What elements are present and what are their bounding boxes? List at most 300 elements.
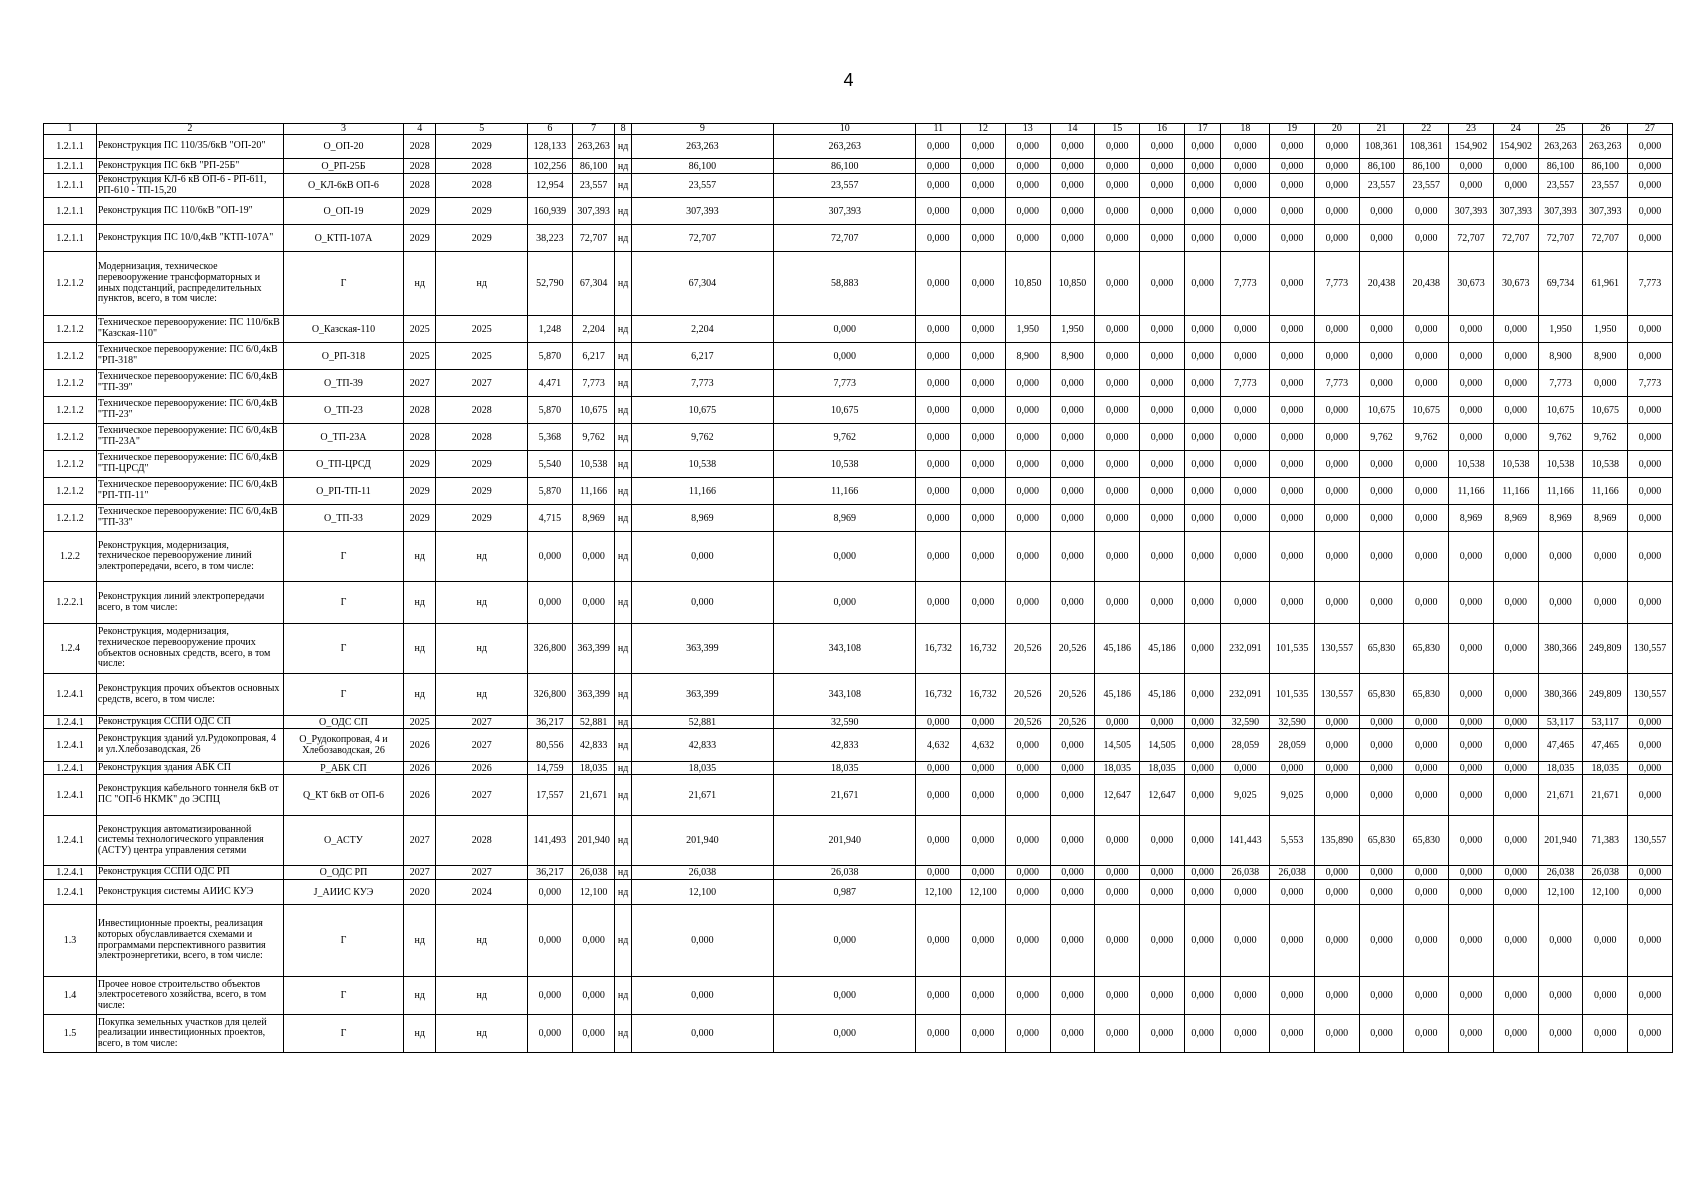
object-code-cell: О_КТП-107А <box>283 225 403 252</box>
value-cell: 0,000 <box>1005 505 1050 532</box>
value-cell: 0,000 <box>1404 225 1449 252</box>
row-code-cell: 1.2.1.2 <box>44 397 97 424</box>
value-cell: 0,000 <box>1050 582 1095 624</box>
value-cell: 0,000 <box>1449 624 1494 674</box>
value-cell: 7,773 <box>1314 252 1359 316</box>
value-cell: 0,000 <box>1095 532 1140 582</box>
value-cell: 0,000 <box>1359 316 1404 343</box>
value-cell: 0,000 <box>1449 729 1494 762</box>
value-cell: 0,000 <box>1095 159 1140 174</box>
value-cell: 1,950 <box>1050 316 1095 343</box>
value-cell: 0,000 <box>774 343 916 370</box>
value-cell: 72,707 <box>1538 225 1583 252</box>
value-cell: 30,673 <box>1449 252 1494 316</box>
project-name-cell: Реконструкция, модернизация, техническое перевооружение линий электропередачи, всего, в том числе: <box>96 532 283 582</box>
value-cell: 0,000 <box>1493 880 1538 905</box>
value-cell: 0,000 <box>1493 370 1538 397</box>
value-cell: 0,000 <box>1538 977 1583 1015</box>
value-cell: 1,950 <box>1538 316 1583 343</box>
value-cell: нд <box>615 370 631 397</box>
value-cell: 0,000 <box>1050 424 1095 451</box>
value-cell: 4,471 <box>528 370 573 397</box>
value-cell: 21,671 <box>631 775 773 816</box>
value-cell: 130,557 <box>1628 816 1673 866</box>
value-cell: 30,673 <box>1493 252 1538 316</box>
value-cell: 52,790 <box>528 252 573 316</box>
value-cell: 69,734 <box>1538 252 1583 316</box>
value-cell: 0,000 <box>961 225 1006 252</box>
value-cell: 2029 <box>436 505 528 532</box>
value-cell: 0,000 <box>1449 370 1494 397</box>
column-number: 15 <box>1095 124 1140 135</box>
value-cell: 2027 <box>436 716 528 729</box>
value-cell: 0,000 <box>916 225 961 252</box>
value-cell: 0,000 <box>916 866 961 880</box>
value-cell: 8,900 <box>1538 343 1583 370</box>
value-cell: 0,000 <box>1184 397 1221 424</box>
project-name-cell: Техническое перевооружение: ПС 6/0,4кВ "ТП-23А" <box>96 424 283 451</box>
value-cell: 0,000 <box>916 135 961 159</box>
value-cell: 0,000 <box>961 1015 1006 1053</box>
value-cell: 0,000 <box>1095 505 1140 532</box>
value-cell: 26,038 <box>1583 866 1628 880</box>
value-cell: 0,000 <box>1050 532 1095 582</box>
value-cell: 0,000 <box>1270 397 1315 424</box>
value-cell: 0,000 <box>1221 159 1270 174</box>
project-name-cell: Реконструкция автоматизированной системы технологического управления (АСТУ) центра управления сетями <box>96 816 283 866</box>
value-cell: 363,399 <box>572 624 615 674</box>
value-cell: 12,100 <box>631 880 773 905</box>
value-cell: 0,000 <box>1404 880 1449 905</box>
value-cell: 2027 <box>403 816 436 866</box>
object-code-cell: О_АСТУ <box>283 816 403 866</box>
value-cell: 65,830 <box>1359 624 1404 674</box>
value-cell: 0,000 <box>1221 451 1270 478</box>
value-cell: 26,038 <box>774 866 916 880</box>
column-number: 20 <box>1314 124 1359 135</box>
value-cell: 101,535 <box>1270 624 1315 674</box>
value-cell: 12,647 <box>1140 775 1185 816</box>
value-cell: 4,715 <box>528 505 573 532</box>
value-cell: 65,830 <box>1359 674 1404 716</box>
value-cell: 0,000 <box>1184 135 1221 159</box>
value-cell: 0,000 <box>1359 729 1404 762</box>
value-cell: 0,000 <box>916 716 961 729</box>
value-cell: нд <box>403 674 436 716</box>
value-cell: 65,830 <box>1359 816 1404 866</box>
value-cell: 5,870 <box>528 343 573 370</box>
value-cell: 343,108 <box>774 624 916 674</box>
object-code-cell: Г <box>283 532 403 582</box>
value-cell: 2028 <box>436 397 528 424</box>
value-cell: 0,000 <box>1628 159 1673 174</box>
value-cell: 10,675 <box>1583 397 1628 424</box>
value-cell: 18,035 <box>1140 762 1185 775</box>
value-cell: 9,762 <box>1359 424 1404 451</box>
value-cell: 0,000 <box>1184 716 1221 729</box>
value-cell: 201,940 <box>774 816 916 866</box>
value-cell: 7,773 <box>1538 370 1583 397</box>
value-cell: 0,000 <box>1184 316 1221 343</box>
value-cell: 20,526 <box>1050 716 1095 729</box>
value-cell: 0,000 <box>1005 397 1050 424</box>
object-code-cell: Г <box>283 252 403 316</box>
value-cell: 0,000 <box>1270 316 1315 343</box>
value-cell: 18,035 <box>572 762 615 775</box>
column-number: 12 <box>961 124 1006 135</box>
value-cell: 2026 <box>403 762 436 775</box>
value-cell: 8,969 <box>1583 505 1628 532</box>
value-cell: 0,000 <box>1005 225 1050 252</box>
value-cell: 160,939 <box>528 198 573 225</box>
value-cell: нд <box>615 977 631 1015</box>
value-cell: 0,000 <box>1449 397 1494 424</box>
value-cell: 0,000 <box>1140 252 1185 316</box>
table-row <box>44 716 1673 729</box>
value-cell: 0,000 <box>1449 775 1494 816</box>
value-cell: 0,000 <box>1184 478 1221 505</box>
value-cell: 0,987 <box>774 880 916 905</box>
value-cell: 343,108 <box>774 674 916 716</box>
value-cell: 0,000 <box>1184 424 1221 451</box>
value-cell: 0,000 <box>1184 343 1221 370</box>
row-code-cell: 1.2.4.1 <box>44 816 97 866</box>
value-cell: 2029 <box>403 451 436 478</box>
object-code-cell: О_ОДС РП <box>283 866 403 880</box>
value-cell: 2029 <box>436 451 528 478</box>
value-cell: 0,000 <box>961 198 1006 225</box>
value-cell: 0,000 <box>1005 159 1050 174</box>
value-cell: 0,000 <box>1050 370 1095 397</box>
value-cell: 14,505 <box>1140 729 1185 762</box>
value-cell: 0,000 <box>1095 225 1140 252</box>
value-cell: 0,000 <box>1628 880 1673 905</box>
table-row <box>44 880 1673 905</box>
value-cell: 14,505 <box>1095 729 1140 762</box>
value-cell: 0,000 <box>1140 905 1185 977</box>
value-cell: 10,675 <box>631 397 773 424</box>
value-cell: 0,000 <box>961 370 1006 397</box>
value-cell: 0,000 <box>1095 424 1140 451</box>
value-cell: 0,000 <box>1359 225 1404 252</box>
table-row <box>44 174 1673 198</box>
value-cell: 5,368 <box>528 424 573 451</box>
value-cell: 45,186 <box>1140 674 1185 716</box>
value-cell: 0,000 <box>1359 370 1404 397</box>
value-cell: 0,000 <box>1628 174 1673 198</box>
value-cell: 363,399 <box>631 624 773 674</box>
object-code-cell: О_Казская-110 <box>283 316 403 343</box>
value-cell: 0,000 <box>961 582 1006 624</box>
value-cell: нд <box>436 1015 528 1053</box>
value-cell: 0,000 <box>1314 582 1359 624</box>
value-cell: 0,000 <box>572 1015 615 1053</box>
value-cell: 16,732 <box>916 624 961 674</box>
value-cell: 0,000 <box>1095 397 1140 424</box>
value-cell: 12,647 <box>1095 775 1140 816</box>
row-code-cell: 1.2.4.1 <box>44 716 97 729</box>
value-cell: 0,000 <box>1184 905 1221 977</box>
value-cell: 11,166 <box>1449 478 1494 505</box>
value-cell: 0,000 <box>1270 762 1315 775</box>
value-cell: 2028 <box>403 174 436 198</box>
value-cell: 2027 <box>403 866 436 880</box>
value-cell: 0,000 <box>1095 816 1140 866</box>
value-cell: 263,263 <box>1583 135 1628 159</box>
value-cell: 9,762 <box>774 424 916 451</box>
value-cell: 0,000 <box>1005 135 1050 159</box>
value-cell: 0,000 <box>631 1015 773 1053</box>
value-cell: 2028 <box>403 135 436 159</box>
value-cell: 0,000 <box>1314 316 1359 343</box>
value-cell: 0,000 <box>1184 532 1221 582</box>
column-number: 4 <box>403 124 436 135</box>
value-cell: 0,000 <box>1583 532 1628 582</box>
value-cell: 0,000 <box>1404 775 1449 816</box>
value-cell: 263,263 <box>572 135 615 159</box>
value-cell: нд <box>615 198 631 225</box>
object-code-cell: О_РП-25Б <box>283 159 403 174</box>
value-cell: 10,850 <box>1005 252 1050 316</box>
value-cell: 45,186 <box>1095 624 1140 674</box>
value-cell: 28,059 <box>1221 729 1270 762</box>
value-cell: 72,707 <box>1583 225 1628 252</box>
object-code-cell: Г <box>283 1015 403 1053</box>
value-cell: нд <box>615 674 631 716</box>
value-cell: 0,000 <box>916 370 961 397</box>
table-row <box>44 977 1673 1015</box>
value-cell: нд <box>615 716 631 729</box>
row-code-cell: 1.2.2 <box>44 532 97 582</box>
value-cell: 0,000 <box>1359 582 1404 624</box>
row-code-cell: 1.2.4.1 <box>44 866 97 880</box>
value-cell: 0,000 <box>1005 775 1050 816</box>
row-code-cell: 1.2.1.2 <box>44 424 97 451</box>
column-number: 6 <box>528 124 573 135</box>
value-cell: 47,465 <box>1583 729 1628 762</box>
value-cell: 0,000 <box>1628 225 1673 252</box>
object-code-cell: О_РП-318 <box>283 343 403 370</box>
value-cell: 2025 <box>436 316 528 343</box>
value-cell: 0,000 <box>1140 977 1185 1015</box>
value-cell: 263,263 <box>1538 135 1583 159</box>
value-cell: 0,000 <box>1404 866 1449 880</box>
value-cell: 28,059 <box>1270 729 1315 762</box>
table-row <box>44 905 1673 977</box>
value-cell: 1,950 <box>1005 316 1050 343</box>
value-cell: 20,526 <box>1050 674 1095 716</box>
object-code-cell: О_Рудокопровая, 4 и Хлебозаводская, 26 <box>283 729 403 762</box>
value-cell: 2026 <box>403 729 436 762</box>
value-cell: 0,000 <box>1095 1015 1140 1053</box>
project-name-cell: Модернизация, техническое перевооружение трансформаторных и иных подстанций, распределительных пунктов, всего, в том числе: <box>96 252 283 316</box>
value-cell: 0,000 <box>961 532 1006 582</box>
row-code-cell: 1.2.1.1 <box>44 159 97 174</box>
value-cell: 72,707 <box>774 225 916 252</box>
value-cell: 23,557 <box>631 174 773 198</box>
value-cell: 0,000 <box>1221 880 1270 905</box>
table-row <box>44 225 1673 252</box>
value-cell: 0,000 <box>1449 159 1494 174</box>
value-cell: 36,217 <box>528 866 573 880</box>
project-name-cell: Техническое перевооружение: ПС 6/0,4кВ "ТП-ЦРСД" <box>96 451 283 478</box>
value-cell: 12,100 <box>961 880 1006 905</box>
project-name-cell: Реконструкция линий электропередачи всего, в том числе: <box>96 582 283 624</box>
value-cell: 0,000 <box>961 424 1006 451</box>
value-cell: 0,000 <box>916 816 961 866</box>
value-cell: 12,100 <box>1538 880 1583 905</box>
value-cell: 0,000 <box>1628 478 1673 505</box>
value-cell: 0,000 <box>1493 729 1538 762</box>
value-cell: 0,000 <box>1221 1015 1270 1053</box>
value-cell: 0,000 <box>1095 316 1140 343</box>
value-cell: 0,000 <box>1050 174 1095 198</box>
value-cell: 47,465 <box>1538 729 1583 762</box>
row-code-cell: 1.2.4 <box>44 624 97 674</box>
value-cell: 0,000 <box>1449 174 1494 198</box>
value-cell: 0,000 <box>1005 478 1050 505</box>
object-code-cell: О_ТП-33 <box>283 505 403 532</box>
value-cell: 0,000 <box>1050 451 1095 478</box>
value-cell: 0,000 <box>1493 674 1538 716</box>
value-cell: 0,000 <box>1449 716 1494 729</box>
value-cell: нд <box>615 880 631 905</box>
project-name-cell: Покупка земельных участков для целей реализации инвестиционных проектов, всего, в том числе: <box>96 1015 283 1053</box>
value-cell: 0,000 <box>1583 1015 1628 1053</box>
value-cell: нд <box>615 424 631 451</box>
value-cell: 20,526 <box>1005 624 1050 674</box>
value-cell: 0,000 <box>1140 397 1185 424</box>
value-cell: 263,263 <box>631 135 773 159</box>
column-number: 7 <box>572 124 615 135</box>
value-cell: 86,100 <box>1404 159 1449 174</box>
row-code-cell: 1.2.1.1 <box>44 198 97 225</box>
table-row <box>44 624 1673 674</box>
project-name-cell: Реконструкция системы АИИС КУЭ <box>96 880 283 905</box>
value-cell: 0,000 <box>1005 174 1050 198</box>
value-cell: 0,000 <box>1140 866 1185 880</box>
value-cell: 0,000 <box>1404 582 1449 624</box>
value-cell: 20,438 <box>1359 252 1404 316</box>
value-cell: 0,000 <box>1221 135 1270 159</box>
value-cell: 0,000 <box>1005 582 1050 624</box>
value-cell: 2029 <box>436 198 528 225</box>
value-cell: 0,000 <box>1628 397 1673 424</box>
value-cell: 0,000 <box>1314 762 1359 775</box>
value-cell: 0,000 <box>1050 1015 1095 1053</box>
value-cell: 2026 <box>436 762 528 775</box>
value-cell: 263,263 <box>774 135 916 159</box>
value-cell: 0,000 <box>1270 905 1315 977</box>
value-cell: 7,773 <box>774 370 916 397</box>
value-cell: 0,000 <box>1449 905 1494 977</box>
value-cell: 2026 <box>403 775 436 816</box>
value-cell: 0,000 <box>1583 582 1628 624</box>
value-cell: 0,000 <box>916 775 961 816</box>
value-cell: 0,000 <box>1140 135 1185 159</box>
value-cell: 0,000 <box>1449 316 1494 343</box>
column-number: 14 <box>1050 124 1095 135</box>
value-cell: 0,000 <box>1628 977 1673 1015</box>
column-number: 10 <box>774 124 916 135</box>
table-row <box>44 729 1673 762</box>
value-cell: 2029 <box>403 198 436 225</box>
value-cell: 0,000 <box>1050 816 1095 866</box>
value-cell: 20,526 <box>1005 674 1050 716</box>
value-cell: 0,000 <box>1404 762 1449 775</box>
row-code-cell: 1.5 <box>44 1015 97 1053</box>
value-cell: нд <box>436 674 528 716</box>
table-row <box>44 135 1673 159</box>
value-cell: 0,000 <box>1404 716 1449 729</box>
value-cell: 0,000 <box>1359 716 1404 729</box>
column-number: 16 <box>1140 124 1185 135</box>
value-cell: 0,000 <box>1628 451 1673 478</box>
value-cell: нд <box>436 582 528 624</box>
value-cell: 0,000 <box>1314 532 1359 582</box>
value-cell: 0,000 <box>1314 135 1359 159</box>
value-cell: нд <box>615 343 631 370</box>
value-cell: 7,773 <box>1314 370 1359 397</box>
value-cell: 0,000 <box>961 174 1006 198</box>
value-cell: 86,100 <box>1359 159 1404 174</box>
value-cell: 0,000 <box>1449 582 1494 624</box>
table-row <box>44 762 1673 775</box>
value-cell: 0,000 <box>1095 977 1140 1015</box>
value-cell: 21,671 <box>1538 775 1583 816</box>
column-number: 1 <box>44 124 97 135</box>
value-cell: 0,000 <box>1314 174 1359 198</box>
value-cell: нд <box>436 624 528 674</box>
value-cell: нд <box>436 905 528 977</box>
value-cell: 0,000 <box>1314 716 1359 729</box>
value-cell: 0,000 <box>1359 532 1404 582</box>
value-cell: 0,000 <box>961 135 1006 159</box>
value-cell: 0,000 <box>1628 532 1673 582</box>
value-cell: 249,809 <box>1583 624 1628 674</box>
value-cell: 0,000 <box>961 397 1006 424</box>
value-cell: нд <box>615 729 631 762</box>
value-cell: нд <box>615 159 631 174</box>
value-cell: 86,100 <box>1583 159 1628 174</box>
value-cell: 0,000 <box>1628 729 1673 762</box>
value-cell: 0,000 <box>1184 729 1221 762</box>
value-cell: 45,186 <box>1140 624 1185 674</box>
value-cell: 0,000 <box>1095 370 1140 397</box>
value-cell: 0,000 <box>1493 174 1538 198</box>
value-cell: 18,035 <box>1538 762 1583 775</box>
value-cell: 201,940 <box>631 816 773 866</box>
value-cell: 0,000 <box>916 424 961 451</box>
value-cell: 0,000 <box>528 1015 573 1053</box>
value-cell: нд <box>436 252 528 316</box>
value-cell: 0,000 <box>1493 775 1538 816</box>
value-cell: 10,675 <box>1359 397 1404 424</box>
value-cell: 0,000 <box>1184 762 1221 775</box>
row-code-cell: 1.3 <box>44 905 97 977</box>
value-cell: 0,000 <box>1449 977 1494 1015</box>
value-cell: нд <box>403 532 436 582</box>
page-number: 4 <box>843 70 854 90</box>
value-cell: нд <box>615 174 631 198</box>
value-cell: 0,000 <box>1583 905 1628 977</box>
column-number: 11 <box>916 124 961 135</box>
value-cell: 32,590 <box>1221 716 1270 729</box>
value-cell: 10,675 <box>1404 397 1449 424</box>
value-cell: нд <box>403 252 436 316</box>
value-cell: нд <box>436 977 528 1015</box>
value-cell: 9,025 <box>1221 775 1270 816</box>
